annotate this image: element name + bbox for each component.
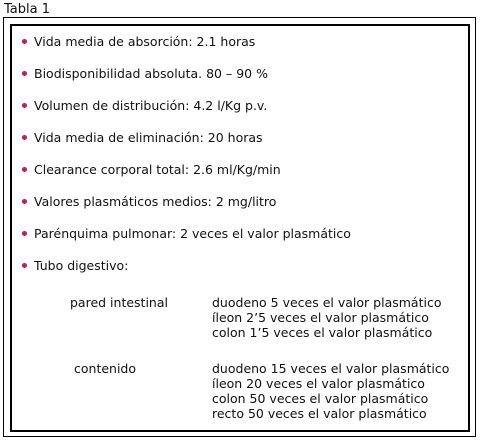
list-item-text: Volumen de distribución: 4.2 l/Kg p.v. xyxy=(34,98,268,113)
list-item xyxy=(20,162,351,194)
wall-value: íleon 2’5 veces el valor plasmático xyxy=(212,310,429,325)
bullet-icon xyxy=(22,231,27,236)
content-value: colon 50 veces el valor plasmático xyxy=(212,391,429,406)
content-value: duodeno 15 veces el valor plasmático xyxy=(212,361,450,376)
list-item xyxy=(20,194,351,226)
content-label: contenido xyxy=(74,361,137,376)
bullet-icon xyxy=(22,263,27,268)
list-item-text: Tubo digestivo: xyxy=(34,258,129,273)
list-item xyxy=(20,98,351,130)
bullet-icon xyxy=(22,199,27,204)
wall-label: pared intestinal xyxy=(70,295,168,310)
wall-value: colon 1’5 veces el valor plasmático xyxy=(212,325,433,340)
list-item xyxy=(20,66,351,98)
list-item-text: Vida media de absorción: 2.1 horas xyxy=(34,34,256,49)
content-values xyxy=(212,361,449,421)
content-value: recto 50 veces el valor plasmático xyxy=(212,406,427,421)
wall-values xyxy=(212,295,441,340)
bullet-icon xyxy=(22,167,27,172)
bullet-icon xyxy=(22,103,27,108)
list-item-text: Biodisponibilidad absoluta. 80 – 90 % xyxy=(34,66,268,81)
list-item xyxy=(20,226,351,258)
bullet-list xyxy=(20,34,351,290)
content-value: íleon 20 veces el valor plasmático xyxy=(212,376,425,391)
bullet-icon xyxy=(22,71,27,76)
list-item-text: Clearance corporal total: 2.6 ml/Kg/min xyxy=(34,162,281,177)
list-item xyxy=(20,130,351,162)
list-item-text: Vida media de eliminación: 20 horas xyxy=(34,130,263,145)
wall-value: duodeno 5 veces el valor plasmático xyxy=(212,295,442,310)
list-item-text: Parénquima pulmonar: 2 veces el valor plasmático xyxy=(34,226,351,241)
list-item xyxy=(20,34,351,66)
list-item xyxy=(20,258,351,290)
table-caption: Tabla 1 xyxy=(4,2,50,17)
list-item-text: Valores plasmáticos medios: 2 mg/litro xyxy=(34,194,277,209)
bullet-icon xyxy=(22,39,27,44)
bullet-icon xyxy=(22,135,27,140)
